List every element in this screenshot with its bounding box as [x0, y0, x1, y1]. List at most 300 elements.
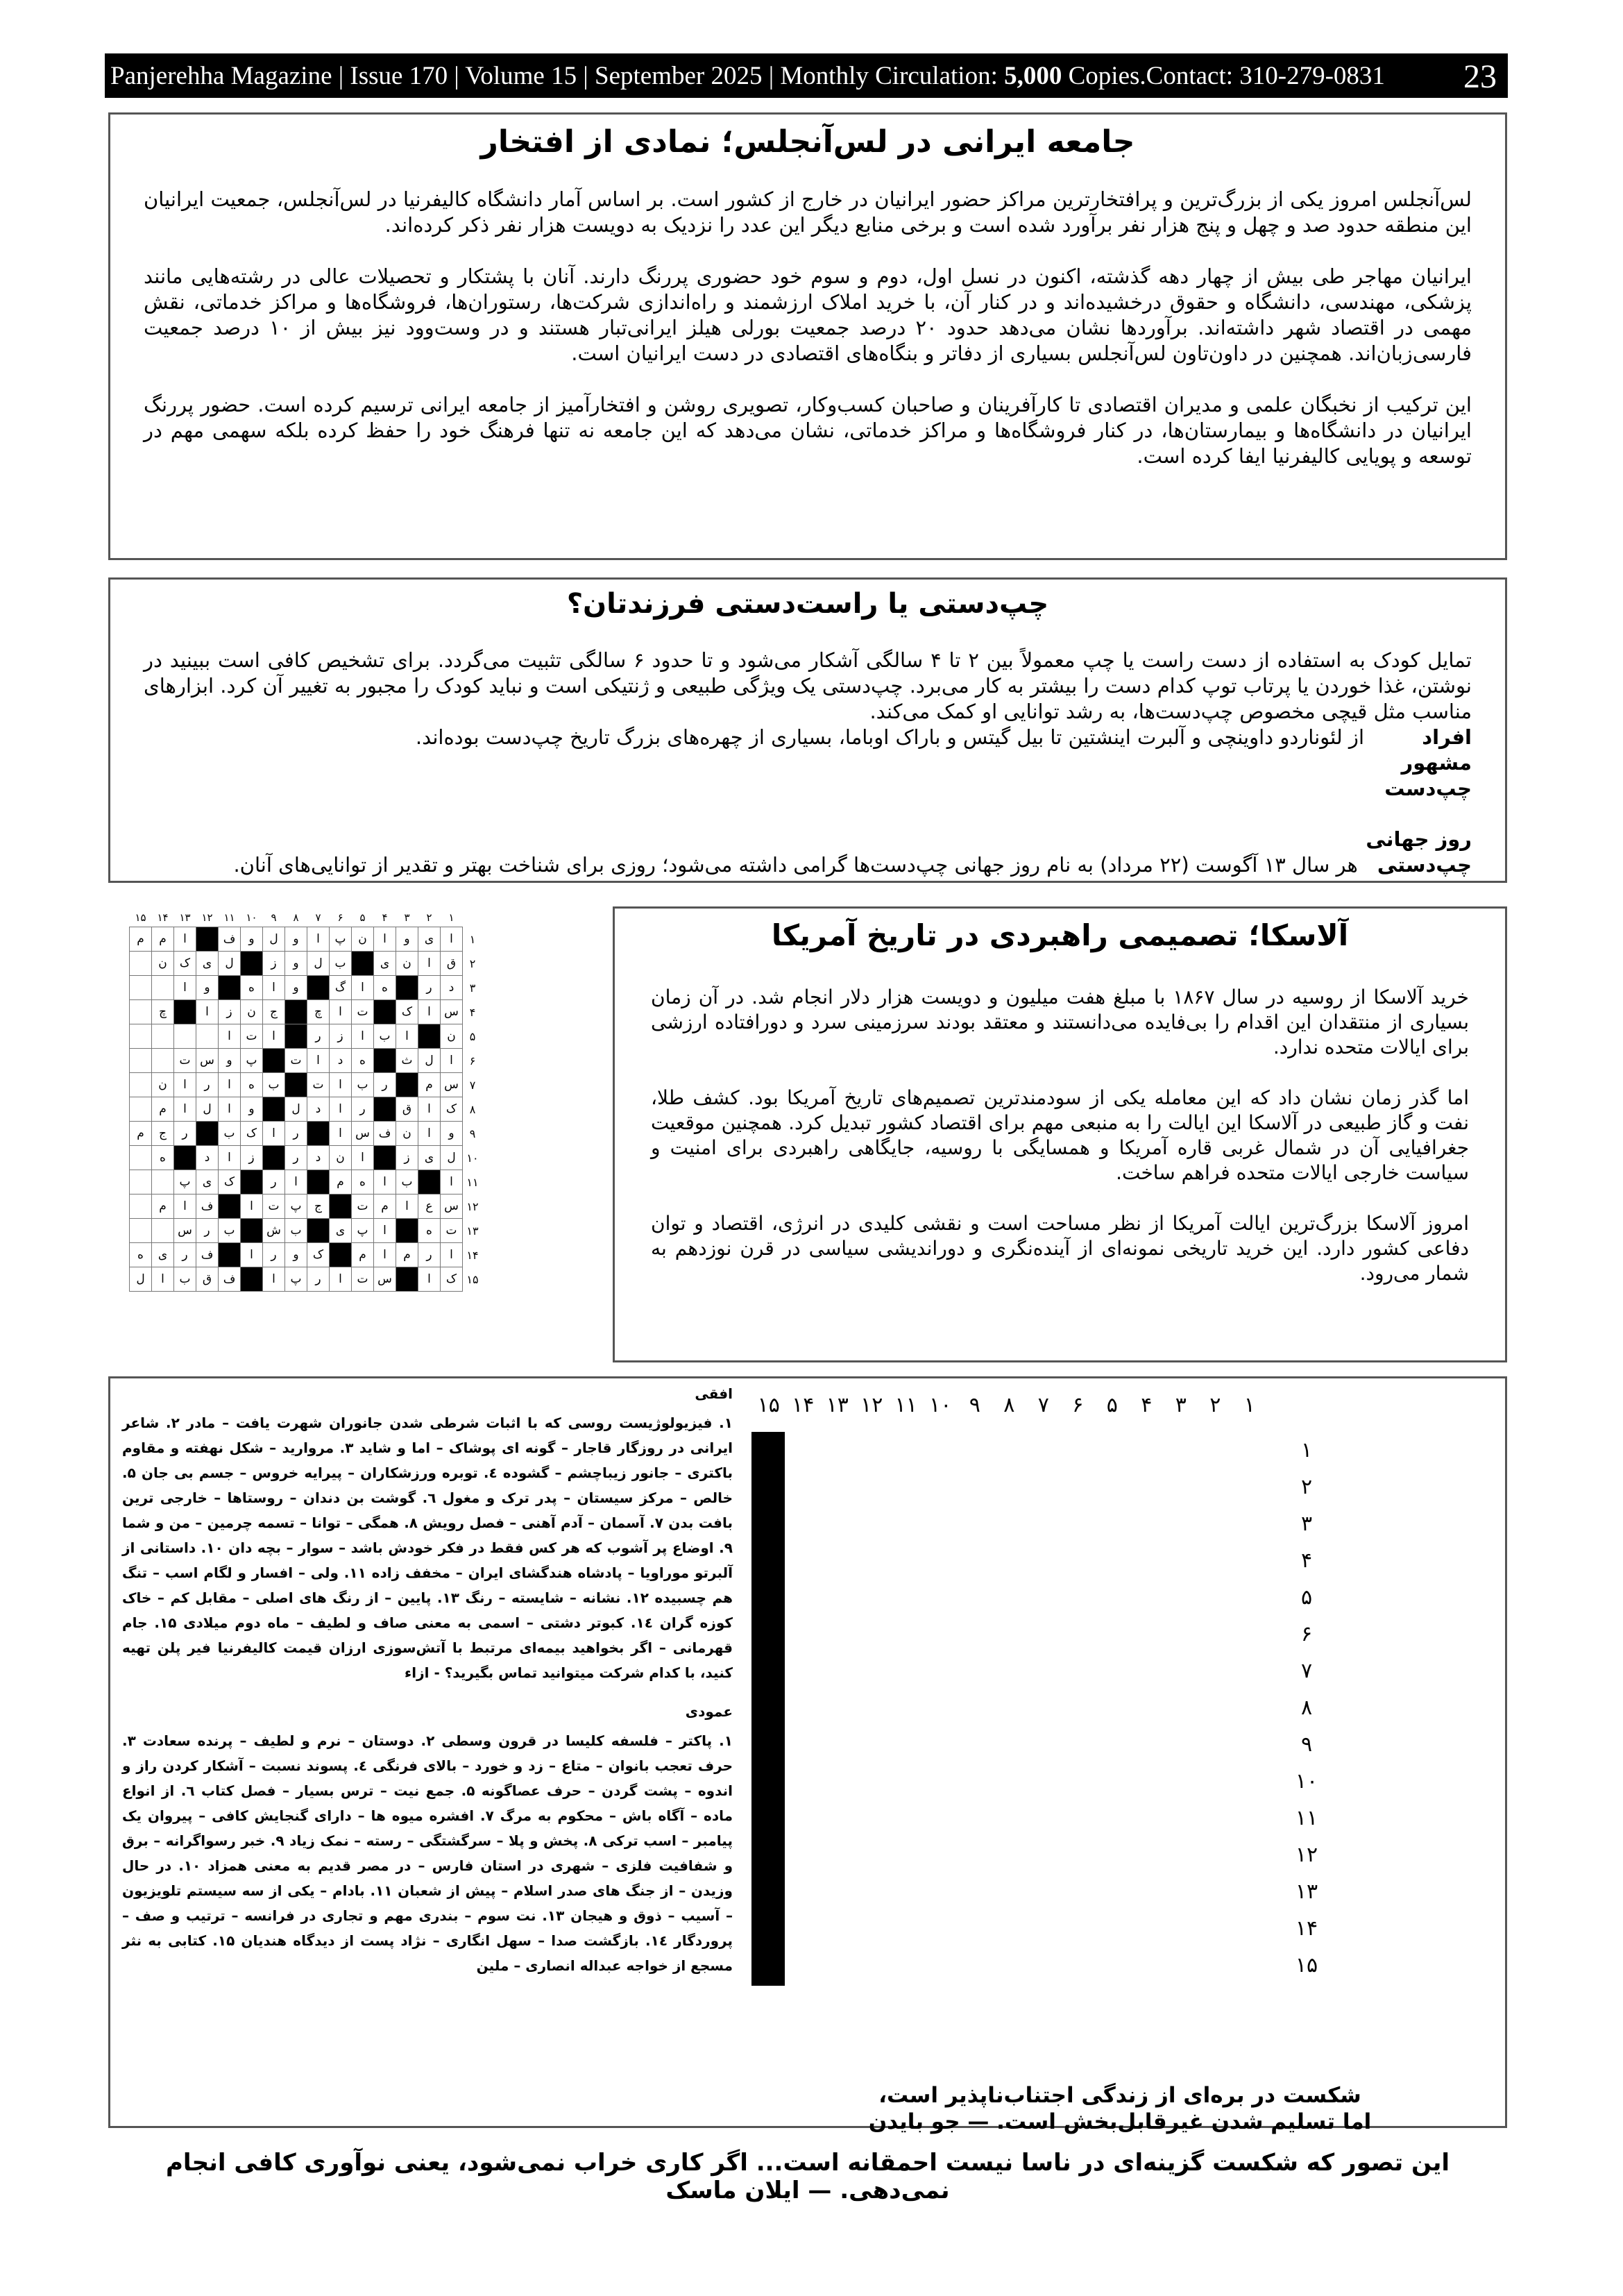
solution-cell: ا [330, 1097, 352, 1122]
grid-row-number: ۱۵ [1295, 1953, 1318, 1977]
solution-cell: م [418, 1073, 441, 1097]
solution-black-cell [219, 1243, 241, 1267]
solution-cell [130, 1073, 152, 1097]
solution-cell: س [441, 1000, 463, 1024]
solution-cell: ن [241, 1000, 263, 1024]
across-heading: افقی [695, 1385, 733, 1402]
solution-col-number: ۱۲ [201, 911, 213, 924]
solution-cell: ن [152, 952, 174, 976]
solution-cell [152, 976, 174, 1000]
solution-black-cell [307, 1219, 330, 1243]
grid-cell[interactable] [782, 1470, 784, 1507]
solution-cell [130, 1146, 152, 1170]
solution-col-number: ۳ [404, 911, 410, 924]
solution-cell: ا [263, 1122, 285, 1146]
solution-cell: ک [396, 1000, 418, 1024]
solution-black-cell [263, 1146, 285, 1170]
solution-row-number: ۱ [469, 932, 476, 946]
solution-cell: ا [174, 1195, 196, 1219]
solution-cell: د [307, 1097, 330, 1122]
solution-cell: ب [396, 1170, 418, 1195]
solution-cell: ا [418, 1267, 441, 1292]
solution-cell: ت [263, 1195, 285, 1219]
solution-black-cell [285, 1073, 307, 1097]
grid-cell[interactable] [782, 1948, 784, 1985]
grid-row-number: ۹ [1300, 1732, 1313, 1757]
grid-cell[interactable] [782, 1580, 784, 1617]
solution-cell: ت [241, 1024, 263, 1049]
solution-cell: گ [330, 976, 352, 1000]
grid-cell[interactable] [782, 1875, 784, 1911]
solution-cell [174, 1024, 196, 1049]
solution-cell: ا [152, 1267, 174, 1292]
solution-cell: ز [263, 952, 285, 976]
solution-cell [130, 976, 152, 1000]
solution-cell: ی [418, 927, 441, 952]
solution-row-number: ۶ [469, 1054, 476, 1067]
solution-cell: ه [352, 1170, 374, 1195]
solution-cell: ن [330, 1146, 352, 1170]
solution-cell [130, 1195, 152, 1219]
solution-cell: ر [174, 1122, 196, 1146]
grid-row-number: ۱۲ [1295, 1843, 1318, 1867]
fact-label: روز جهانی چپ‌دستی [1366, 827, 1472, 877]
solution-black-cell [307, 1122, 330, 1146]
solution-cell: ر [263, 1243, 285, 1267]
solution-cell: ل [285, 1097, 307, 1122]
solution-cell: ا [263, 1024, 285, 1049]
circulation-count: 5,000 [1004, 61, 1062, 90]
solution-black-cell [196, 927, 219, 952]
solution-cell: ل [418, 1049, 441, 1073]
solution-cell: ا [441, 927, 463, 952]
grid-row-number: ۱۰ [1295, 1769, 1318, 1793]
solution-cell: ا [374, 1219, 396, 1243]
solution-cell: ا [352, 1146, 374, 1170]
solution-cell: ر [285, 1146, 307, 1170]
solution-cell: و [285, 1243, 307, 1267]
row-numbers [1286, 1432, 1327, 1984]
solution-cell: ب [174, 1267, 196, 1292]
grid-cell[interactable] [782, 1544, 784, 1580]
solution-cell: ی [418, 1146, 441, 1170]
solution-cell: س [441, 1195, 463, 1219]
solution-black-cell [418, 1170, 441, 1195]
solution-cell: ف [196, 1243, 219, 1267]
solution-cell: ج [307, 1195, 330, 1219]
solution-row-number: ۸ [469, 1102, 476, 1116]
solution-cell: س [352, 1122, 374, 1146]
solution-cell: ه [130, 1243, 152, 1267]
solution-cell: و [241, 927, 263, 952]
solution-cell: ا [352, 976, 374, 1000]
solution-cell: ب [263, 1073, 285, 1097]
solution-cell: م [152, 927, 174, 952]
solution-cell: ا [307, 927, 330, 952]
article-title: چپ‌دستی یا راست‌دستی فرزندتان؟ [566, 588, 1049, 620]
solution-cell: ر [263, 1170, 285, 1195]
solution-cell: ک [241, 1122, 263, 1146]
solution-black-cell [396, 1219, 418, 1243]
solution-cell: م [152, 1097, 174, 1122]
solution-col-number: ۸ [293, 911, 299, 924]
famous-lefthanders [144, 725, 1472, 802]
solution-black-cell [374, 1000, 396, 1024]
down-heading: عمودی [685, 1703, 733, 1720]
grid-col-number: ۳ [1175, 1393, 1187, 1417]
solution-col-number: ۴ [382, 911, 388, 924]
solution-cell: ق [196, 1267, 219, 1292]
solution-cell [130, 1000, 152, 1024]
solution-cell: ر [418, 976, 441, 1000]
grid-cell[interactable] [782, 1801, 784, 1838]
solution-cell: ب [285, 1219, 307, 1243]
solution-cell: ث [396, 1049, 418, 1073]
solution-col-number: ۱۰ [246, 911, 257, 924]
solution-cell: ن [152, 1073, 174, 1097]
solution-cell: م [352, 1243, 374, 1267]
solution-col-number: ۹ [271, 911, 277, 924]
solution-cell: ج [152, 1122, 174, 1146]
solution-black-cell [396, 1073, 418, 1097]
solution-row-number: ۱۳ [466, 1224, 479, 1238]
solution-cell: ا [241, 1243, 263, 1267]
solution-black-cell [396, 976, 418, 1000]
solution-col-number: ۵ [359, 911, 366, 924]
solution-cell: ی [152, 1243, 174, 1267]
grid-cell[interactable] [782, 1433, 784, 1470]
grid-col-number: ۷ [1037, 1393, 1049, 1417]
grid-col-number: ۱ [1243, 1393, 1255, 1417]
grid-cell[interactable] [782, 1728, 784, 1764]
grid-cell[interactable] [782, 1617, 784, 1654]
fact-label: افراد مشهور چپ‌دست [1384, 725, 1472, 800]
grid-col-number: ۱۰ [929, 1393, 952, 1417]
solution-cell: ا [285, 1170, 307, 1195]
column-numbers [751, 1393, 1267, 1417]
article-title: جامعه ایرانی در لس‌آنجلس؛ نمادی از افتخار [480, 124, 1135, 160]
solution-cell: ر [307, 1024, 330, 1049]
solution-cell [152, 1170, 174, 1195]
solution-cell: ق [396, 1097, 418, 1122]
solution-cell: س [374, 1267, 396, 1292]
grid-row-number: ۲ [1300, 1475, 1313, 1499]
solution-cell: ا [418, 1122, 441, 1146]
solution-cell: ب [330, 952, 352, 976]
grid-col-number: ۱۲ [860, 1393, 883, 1417]
across-clues: ۱. فیزیولوژیست روسی که با اثبات شرطی شدن جانوران شهرت یافت – مادر ۲. شاعر ایرانی در روزگار قاجار – گونه ای پوشاک – اما و شاید ۳. مروارید – شکل نهفته و مقاوم باکتری – جانور زیباچشم – گشوده ٤. توبره ورزشکاران – پیرایه خروس – جسم بی جان ۵. خالص – مرکز سیستان – پدر ترک و مغول ٦. گوشت بن دندان – روستاها – خارجی ترین بافت بدن ۷. آسمان – آدم آهنی – فصل رویش ۸. همگی – توانا – تسمه چرمین – من و شما ۹. اوضاع پر آشوب که هر کس فقط در فکر خودش باشد – سوار – بچه دان ۱۰. داستانی از آلبرتو موراویا – پادشاه هندگشای ایران – مخفف زاده ۱۱. ولی – افسار و لگام اسب – تنگ هم چسبیده ۱۲. نشانه – شایسته – رنگ ۱۳. پایین – از رنگ های اصلی – مقابل کم – خاک کوزه گران ۱٤. کبوتر دشتی – اسمی به معنی صاف و لطیف – ماه دوم میلادی ۱۵. جام قهرمانی – اگر بخواهید بیمه‌ای مرتبط با آتش‌سوزی ارزان قیمت کالیفرنیا فیر پلن تهیه کنید، با کدام شرکت میتوانید تماس بگیرید؟ - ازاء [122, 1415, 733, 1681]
solution-cell: ا [174, 1097, 196, 1122]
solution-cell: ل [263, 927, 285, 952]
solution-cell: م [374, 1195, 396, 1219]
solution-col-number: ۱۳ [179, 911, 191, 924]
solution-col-number: ۷ [315, 911, 321, 924]
solution-cell: ب [219, 1122, 241, 1146]
solution-cell: ک [174, 952, 196, 976]
solution-black-cell [174, 1000, 196, 1024]
solution-cell: ا [241, 1195, 263, 1219]
solution-cell: ه [352, 1049, 374, 1073]
solution-black-cell [263, 1049, 285, 1073]
solution-cell: چ [152, 1000, 174, 1024]
article-paragraph: ایرانیان مهاجر طی بیش از چهار دهه گذشته، اکنون در نسل اول، دوم و سوم خود حضوری پررنگ دارند. آنان با پشتکار و تحصیلات عالی در رشته‌هایی مانند پزشکی، مهندسی، دانشگاه و حقوق درخشیده‌اند و در کنار آن، با خرید املاک ارزشمند و راه‌اندازی شرکت‌ها، رستوران‌ها، فروشگاه‌ها و مراکز خدماتی، نقش مهمی در اقتصاد شهر داشته‌اند. برآوردها نشان می‌دهد حدود ۲۰ درصد جمعیت بورلی هیلز ایرانی‌تبار هستند و در وست‌وود نیز بیش از ۱۰ درصد جمعیت فارسی‌زبان‌اند. همچنین در داون‌تاون لس‌آنجلس بسیاری از دفاتر و بنگاه‌های اقتصادی در دست ایرانیان است. [144, 264, 1472, 365]
solution-cell: ا [441, 1170, 463, 1195]
solution-col-number: ۱۱ [223, 911, 235, 924]
solution-cell: ه [374, 976, 396, 1000]
page-header [105, 53, 1508, 98]
solution-row-number: ۱۲ [466, 1199, 479, 1213]
solution-cell: ز [396, 1146, 418, 1170]
solution-row-number: ۳ [469, 981, 476, 995]
solution-cell: ف [219, 1267, 241, 1292]
solution-row-number: ۱۱ [466, 1175, 479, 1189]
solution-black-cell [307, 1170, 330, 1195]
solution-black-cell [285, 1000, 307, 1024]
grid-cell[interactable] [782, 1764, 784, 1801]
solution-cell: ن [352, 927, 374, 952]
solution-cell: م [130, 1122, 152, 1146]
solution-cell: و [285, 952, 307, 976]
solution-cell: ل [441, 1146, 463, 1170]
solution-cell: ا [396, 1195, 418, 1219]
solution-black-cell [330, 1243, 352, 1267]
solution-cell: م [152, 1195, 174, 1219]
solution-cell: و [285, 976, 307, 1000]
solution-cell: ر [196, 1073, 219, 1097]
solution-cell: ی [196, 952, 219, 976]
solution-cell: ی [196, 1170, 219, 1195]
solution-cell: ا [174, 1073, 196, 1097]
article-left-handedness [108, 577, 1507, 883]
grid-col-number: ۲ [1209, 1393, 1221, 1417]
solution-table [110, 909, 482, 1292]
solution-row-number: ۲ [469, 956, 476, 970]
solution-cell [130, 952, 152, 976]
header-text: Panjerehha Magazine | Issue 170 | Volume 15 | September 2025 | Monthly Circulation: 5,000 Copies.Contact: 310-279-0831 [110, 61, 1385, 90]
solution-cell: ن [441, 1024, 463, 1049]
solution-cell [130, 1170, 152, 1195]
grid-col-number: ۴ [1141, 1393, 1153, 1417]
solution-cell: ر [285, 1122, 307, 1146]
solution-cell: ی [374, 952, 396, 976]
solution-cell: ا [352, 1024, 374, 1049]
solution-row-number: ۱۴ [466, 1248, 479, 1262]
solution-cell: ف [196, 1195, 219, 1219]
solution-cell: ا [330, 1267, 352, 1292]
grid-row-number: ۶ [1300, 1622, 1313, 1646]
grid-col-number: ۸ [1003, 1393, 1015, 1417]
grid-row-number: ۱۳ [1295, 1880, 1318, 1904]
solution-cell: چ [307, 1000, 330, 1024]
solution-cell: ک [441, 1097, 463, 1122]
solution-black-cell [241, 1170, 263, 1195]
solution-row-number: ۱۵ [466, 1272, 479, 1286]
solution-cell: ت [441, 1219, 463, 1243]
solution-cell: و [285, 927, 307, 952]
solution-cell: ا [441, 1049, 463, 1073]
solution-cell: ع [418, 1195, 441, 1219]
solution-cell: ل [196, 1097, 219, 1122]
grid-row-number: ۸ [1300, 1696, 1313, 1720]
grid-row-number: ۱۴ [1295, 1916, 1318, 1941]
solution-cell: ت [352, 1000, 374, 1024]
grid-row-number: ۷ [1300, 1659, 1313, 1683]
solution-cell: ک [441, 1267, 463, 1292]
solution-cell: س [174, 1219, 196, 1243]
solution-cell: س [441, 1073, 463, 1097]
solution-cell [152, 1219, 174, 1243]
down-clues: ۱. پاکتر – فلسفه کلیسا در قرون وسطی ۲. دوستان – نرم و لطیف – پرنده سعادت ۳. حرف تعجب بانوان – متاع – زد و خورد – بالای فرنگی ٤. پسوند نسبت – آشکار کردن راز و اندوه – پشت گردن – حرف عصاگونه ۵. جمع نیت – ترس بسیار – فصل کتاب ٦. از انواع ماده – آگاه باش – محکوم به مرگ ۷. افشره میوه ها – دارای گنجایش کافی – پیروان یک پیامبر – اسب ترکی ۸. پخش و پلا – سرگشتگی – رسته – نمک زیاد ۹. خبر رسواگرانه – برق و شفافیت فلزی – شهری در استان فارس – در مصر قدیم به معنی همزاد ۱۰. در حال وزیدن – از جنگ های صدر اسلام – پیش از شعبان ۱۱. بادام – یکی از سه سیستم تلویزیون – آسیب – ذوق و هیجان ۱۳. نت سوم – بندری مهم و تجاری در فرانسه – ترتیب و صف – پروردگار ١٤. بازگشت صدا – سهل انگاری – نژاد پست از دیدگاه هندیان ۱۵. کتابی به نثر مسجع از خواجه عبداله انصاری – ملین [122, 1732, 733, 1974]
grid-row-number: ۵ [1300, 1585, 1313, 1610]
solution-cell: ت [352, 1195, 374, 1219]
grid-cell[interactable] [782, 1507, 784, 1544]
solution-cell: ل [219, 952, 241, 976]
solution-cell: ب [352, 1073, 374, 1097]
solution-cell: ر [418, 1243, 441, 1267]
solution-black-cell [352, 952, 374, 976]
fact-text: هر سال ۱۳ آگوست (۲۲ مرداد) به نام روز جهانی چپ‌دست‌ها گرامی داشته می‌شود؛ روزی برای شناخت بهتر و تقدیر از توانایی‌های آنان. [233, 853, 1358, 877]
grid-cell[interactable] [782, 1838, 784, 1875]
previous-crossword-solution [110, 909, 482, 1292]
solution-cell: ت [285, 1049, 307, 1073]
grid-cell[interactable] [782, 1691, 784, 1728]
article-paragraph: خرید آلاسکا از روسیه در سال ۱۸۶۷ با مبلغ هفت میلیون و دویست هزار دلار انجام شد. در آن زمان بسیاری از منتقدان این اقدام را بی‌فایده می‌دانستند و معتقد بودند سرزمینی سرد و دورافتاده ارزشی برای ایالات متحده ندارد. [651, 986, 1469, 1058]
solution-cell: پ [285, 1267, 307, 1292]
solution-cell: ا [219, 1097, 241, 1122]
grid-col-number: ۱۵ [757, 1393, 780, 1417]
article-iranian-community [108, 112, 1507, 560]
solution-cell: ا [196, 1000, 219, 1024]
solution-cell: ر [307, 1267, 330, 1292]
solution-cell: ا [330, 1000, 352, 1024]
solution-cell: ز [241, 1146, 263, 1170]
solution-cell: ل [307, 952, 330, 976]
solution-cell: ز [219, 1000, 241, 1024]
solution-black-cell [263, 1097, 285, 1122]
solution-cell: پ [330, 927, 352, 952]
solution-cell: ا [174, 927, 196, 952]
solution-cell: و [241, 1097, 263, 1122]
solution-black-cell [285, 1024, 307, 1049]
solution-cell: ز [330, 1024, 352, 1049]
solution-cell: ش [263, 1219, 285, 1243]
solution-cell: ب [219, 1219, 241, 1243]
grid-row-number: ۴ [1300, 1548, 1313, 1573]
solution-row-number: ۵ [469, 1029, 476, 1043]
solution-cell [152, 1024, 174, 1049]
footer-quote: این تصور که شکست گزینه‌ای در ناسا نیست احمقانه است... اگر کاری خراب نمی‌شود، یعنی نوآوری کافی انجام نمی‌دهی. — ایلان ماسک [165, 2149, 1450, 2204]
solution-black-cell [330, 1195, 352, 1219]
solution-cell: و [396, 927, 418, 952]
solution-cell: ب [374, 1024, 396, 1049]
solution-cell: ن [396, 952, 418, 976]
grid-col-number: ۱۱ [894, 1393, 917, 1417]
solution-cell: ت [352, 1267, 374, 1292]
solution-cell: ف [219, 927, 241, 952]
solution-cell: ی [330, 1219, 352, 1243]
grid-col-number: ۱۴ [792, 1393, 815, 1417]
solution-row-number: ۴ [469, 1005, 476, 1019]
grid-row-number: ۳ [1300, 1512, 1313, 1536]
solution-black-cell [374, 1049, 396, 1073]
solution-cell: ق [441, 952, 463, 976]
solution-col-number: ۲ [426, 911, 432, 924]
solution-cell: ا [396, 1024, 418, 1049]
solution-cell: پ [174, 1170, 196, 1195]
solution-cell: ر [374, 1073, 396, 1097]
solution-cell: ک [219, 1170, 241, 1195]
solution-cell: د [330, 1049, 352, 1073]
article-title: آلاسکا؛ تصمیمی راهبردی در تاریخ آمریکا [771, 918, 1349, 952]
quote-line: شکست در بره‌ای از زندگی اجتناب‌ناپذیر است، [878, 2083, 1361, 2108]
solution-cell: ا [219, 1146, 241, 1170]
solution-black-cell [219, 976, 241, 1000]
solution-row-number: ۱۰ [466, 1151, 479, 1165]
article-paragraph: این ترکیب از نخبگان علمی و مدیران اقتصادی تا کارآفرینان و صاحبان کسب‌وکار، تصویری روشن و افتخارآمیز از جامعه ایرانی ترسیم کرده است. حضور پررنگ ایرانیان در دانشگاه‌ها و بیمارستان‌ها، در کنار فروشگاه‌ها و مراکز خدماتی، نشان می‌دهد که این جامعه نه تنها فرهنگ خود را حفظ کرده بلکه سهمی مهم در توسعه و پویایی کالیفرنیا ایفا کرده است. [144, 393, 1472, 468]
grid-col-number: ۱۳ [826, 1393, 849, 1417]
solution-black-cell [219, 1195, 241, 1219]
solution-black-cell [374, 1146, 396, 1170]
solution-cell [130, 1097, 152, 1122]
page-number: 23 [1463, 58, 1497, 95]
solution-row-number: ۷ [469, 1078, 476, 1092]
grid-col-number: ۹ [969, 1393, 980, 1417]
solution-cell: ک [307, 1243, 330, 1267]
solution-cell: د [441, 976, 463, 1000]
solution-cell: ا [330, 1073, 352, 1097]
solution-cell: س [196, 1049, 219, 1073]
fact-text: از لئوناردو داوینچی و آلبرت اینشتین تا بیل گیتس و باراک اوباما، بسیاری از چهره‌های بزرگ تاریخ چپ‌دست بوده‌اند. [415, 725, 1364, 749]
solution-cell: ا [418, 1097, 441, 1122]
solution-black-cell [396, 1267, 418, 1292]
solution-cell: و [196, 976, 219, 1000]
solution-black-cell [374, 1097, 396, 1122]
solution-black-cell [241, 1219, 263, 1243]
solution-cell: ا [307, 1049, 330, 1073]
crossword-clues [122, 1381, 733, 1978]
solution-cell [130, 1024, 152, 1049]
solution-cell: د [196, 1146, 219, 1170]
solution-cell: ل [130, 1267, 152, 1292]
solution-cell: ت [174, 1049, 196, 1073]
solution-black-cell [418, 1024, 441, 1049]
solution-cell [130, 1219, 152, 1243]
solution-cell: ا [374, 1243, 396, 1267]
solution-cell: ا [418, 1000, 441, 1024]
solution-black-cell [241, 1267, 263, 1292]
article-alaska [613, 906, 1507, 1362]
crossword-table [751, 1432, 785, 1986]
solution-cell: و [441, 1122, 463, 1146]
biden-quote [863, 2082, 1377, 2135]
grid-row-number: ۱ [1300, 1438, 1313, 1462]
solution-cell: ا [374, 927, 396, 952]
solution-cell: ا [263, 1267, 285, 1292]
article-paragraph: تمایل کودک به استفاده از دست راست یا چپ معمولاً بین ۲ تا ۴ سالگی آشکار می‌شود و تا حدود ۶ سالگی تثبیت می‌گردد. برای تشخیص کافی است ببینید در نوشتن، غذا خوردن یا پرتاب توپ کدام دست را بیشتر به کار می‌برد. چپ‌دستی یک ویژگی طبیعی و ژنتیکی است و نباید کودک را مجبور به تغییر آن کرد. ابزارهای مناسب مثل قیچی مخصوص چپ‌دست‌ها، به رشد توانایی او کمک می‌کند. [144, 648, 1472, 723]
grid-col-number: ۵ [1106, 1393, 1118, 1417]
solution-black-cell [196, 1122, 219, 1146]
solution-cell: م [330, 1170, 352, 1195]
article-paragraph: امروز آلاسکا بزرگ‌ترین ایالت آمریکا از نظر مساحت است و نقشی کلیدی در انرژی، اقتصاد و توان دفاعی کشور دارد. این خرید تاریخی نمونه‌ای از آینده‌نگری و دوراندیشی سیاسی در قرن نوزدهم به شمار می‌رود. [651, 1212, 1469, 1285]
solution-cell: ر [352, 1097, 374, 1122]
solution-cell: ا [418, 952, 441, 976]
article-paragraph: اما گذر زمان نشان داد که این معامله یکی از سودمندترین تصمیم‌های تاریخ آمریکا بود. کشف طلا، نفت و گاز طبیعی در آلاسکا این ایالت را به منبعی مهم برای اقتصاد کشور تبدیل کرد. همچنین موقعیت جغرافیایی آن در شمال غربی قاره آمریکا و همسایگی با روسیه، جایگاهی راهبردی برای امنیت و سیاست خارجی ایالات متحده فراهم ساخت. [651, 1086, 1469, 1184]
solution-cell: ه [241, 976, 263, 1000]
solution-col-number: ۱ [448, 911, 454, 924]
solution-cell: ر [196, 1219, 219, 1243]
grid-cell[interactable] [782, 1654, 784, 1691]
grid-cell[interactable] [782, 1911, 784, 1948]
